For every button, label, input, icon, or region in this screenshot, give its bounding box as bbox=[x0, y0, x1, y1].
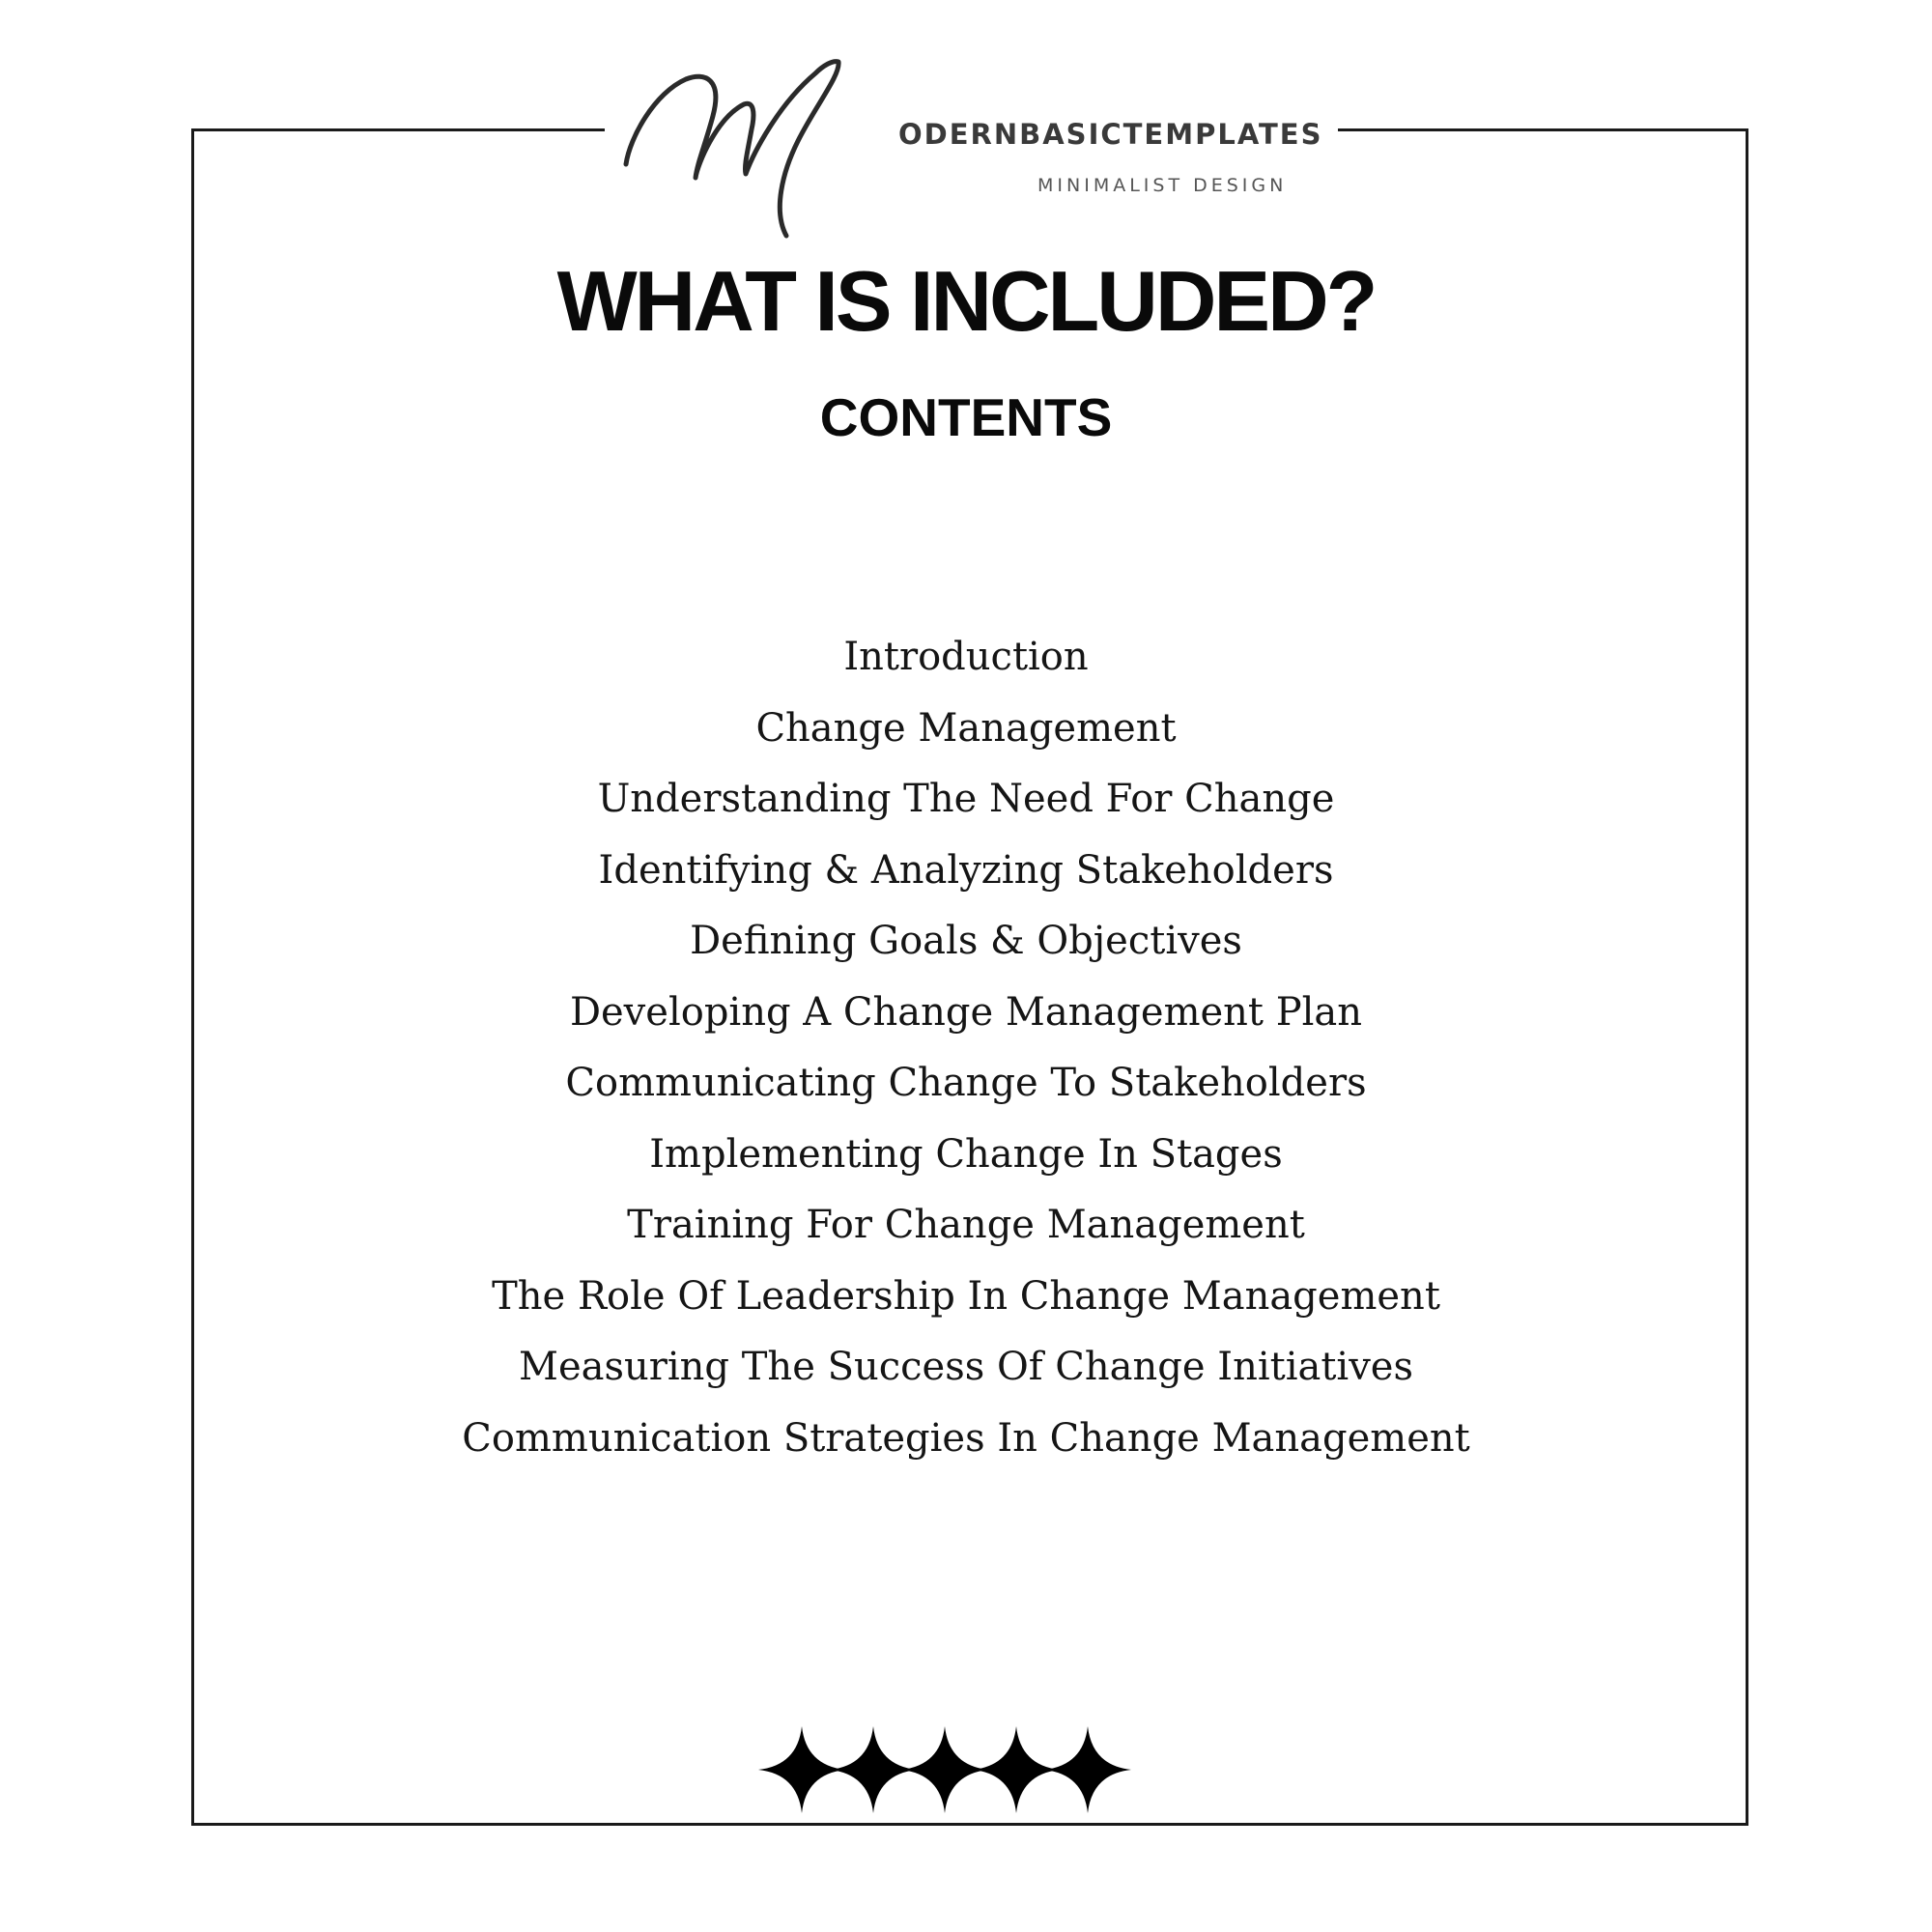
brand-tagline: MINIMALIST DESIGN bbox=[1037, 175, 1288, 196]
contents-item: Communication Strategies In Change Management bbox=[462, 1415, 1470, 1461]
contents-item: Training For Change Management bbox=[627, 1203, 1305, 1247]
page-title: WHAT IS INCLUDED? bbox=[556, 253, 1376, 349]
contents-item: Understanding The Need For Change bbox=[597, 777, 1335, 821]
monogram-m-logo bbox=[609, 48, 918, 242]
contents-item: Identifying & Analyzing Stakeholders bbox=[598, 847, 1334, 893]
frame-top-right-line bbox=[1338, 128, 1748, 131]
contents-item: Change Management bbox=[755, 705, 1177, 751]
contents-item: Communicating Change To Stakeholders bbox=[565, 1061, 1367, 1105]
star-rating bbox=[758, 1721, 1193, 1818]
frame-top-left-line bbox=[191, 128, 605, 131]
contents-item: Implementing Change In Stages bbox=[649, 1131, 1283, 1177]
contents-item: Defining Goals & Objectives bbox=[690, 919, 1242, 963]
contents-item: The Role Of Leadership In Change Management bbox=[492, 1273, 1440, 1319]
contents-item: Developing A Change Management Plan bbox=[569, 989, 1363, 1035]
sparkle-star-icon bbox=[1044, 1726, 1131, 1813]
brand-logo bbox=[609, 48, 1333, 242]
page-subtitle: CONTENTS bbox=[819, 387, 1113, 447]
frame-bottom-line bbox=[191, 1823, 1748, 1826]
contents-item: Introduction bbox=[843, 635, 1089, 679]
brand-name: ODERNBASICTEMPLATES bbox=[898, 118, 1323, 151]
contents-item: Measuring The Success Of Change Initiatives bbox=[518, 1345, 1413, 1389]
contents-list bbox=[0, 622, 1932, 1474]
